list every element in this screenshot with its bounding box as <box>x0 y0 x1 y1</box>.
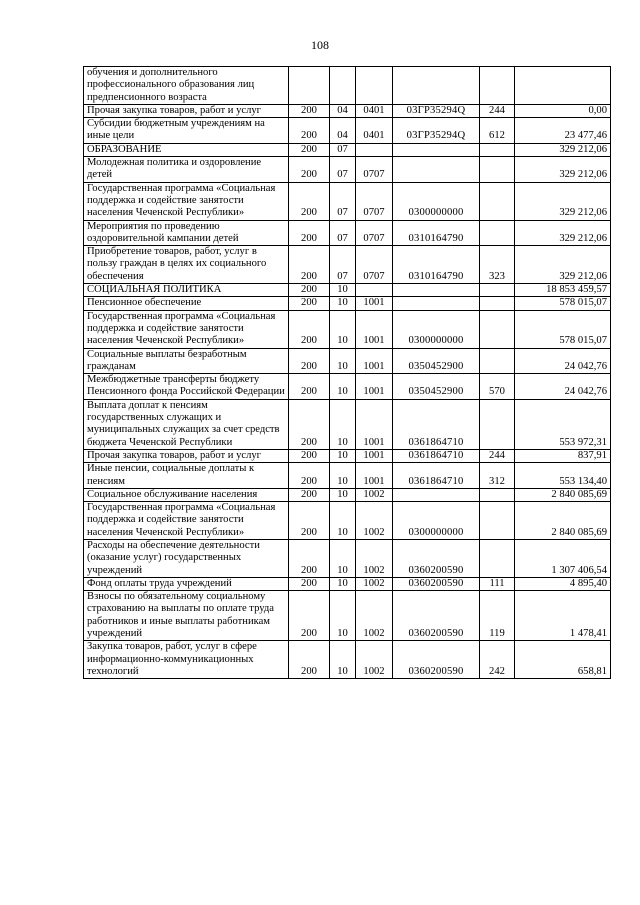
table-row <box>84 220 611 246</box>
cell-subsection <box>356 67 393 105</box>
cell-amount: 658,81 <box>515 641 611 679</box>
cell-expense-type <box>480 182 515 220</box>
cell-section: 10 <box>330 310 356 348</box>
table-row <box>84 502 611 540</box>
cell-target-article: 0300000000 <box>393 502 480 540</box>
cell-expense-type <box>480 502 515 540</box>
table-row <box>84 182 611 220</box>
cell-expense-type <box>480 399 515 449</box>
cell-expense-type <box>480 284 515 297</box>
cell-amount: 0,00 <box>515 104 611 117</box>
cell-amount: 23 477,46 <box>515 118 611 144</box>
cell-expense-type <box>480 348 515 374</box>
cell-section: 07 <box>330 143 356 156</box>
cell-subsection: 1001 <box>356 463 393 489</box>
cell-target-article: 0361864710 <box>393 463 480 489</box>
cell-expense-type <box>480 488 515 501</box>
cell-subsection <box>356 143 393 156</box>
cell-target-article: 03ГР35294Q <box>393 118 480 144</box>
cell-target-article: 0361864710 <box>393 449 480 462</box>
cell-name: Фонд оплаты труда учреждений <box>84 577 289 590</box>
cell-expense-type: 323 <box>480 246 515 284</box>
cell-subsection: 1002 <box>356 488 393 501</box>
table-row <box>84 246 611 284</box>
table-row <box>84 577 611 590</box>
cell-amount <box>515 67 611 105</box>
table-row <box>84 118 611 144</box>
cell-section: 10 <box>330 502 356 540</box>
cell-grbs: 200 <box>289 591 330 641</box>
cell-amount: 329 212,06 <box>515 143 611 156</box>
cell-target-article: 0310164790 <box>393 246 480 284</box>
cell-expense-type <box>480 220 515 246</box>
cell-amount: 329 212,06 <box>515 246 611 284</box>
cell-grbs: 200 <box>289 399 330 449</box>
cell-grbs: 200 <box>289 220 330 246</box>
cell-section: 10 <box>330 297 356 310</box>
cell-expense-type: 244 <box>480 449 515 462</box>
cell-subsection: 0707 <box>356 220 393 246</box>
cell-name: Приобретение товаров, работ, услуг в пользу граждан в целях их социального обеспечения <box>84 246 289 284</box>
cell-expense-type: 312 <box>480 463 515 489</box>
cell-expense-type: 612 <box>480 118 515 144</box>
cell-expense-type: 242 <box>480 641 515 679</box>
cell-subsection: 1002 <box>356 539 393 577</box>
cell-section: 10 <box>330 591 356 641</box>
cell-amount: 553 972,31 <box>515 399 611 449</box>
cell-section: 10 <box>330 488 356 501</box>
cell-target-article <box>393 488 480 501</box>
table-row <box>84 488 611 501</box>
cell-target-article <box>393 284 480 297</box>
cell-subsection: 1002 <box>356 577 393 590</box>
cell-target-article <box>393 143 480 156</box>
cell-name: Выплата доплат к пенсиям государственных служащих и муниципальных служащих за счет средств бюджета Чеченской Республики <box>84 399 289 449</box>
cell-subsection: 1002 <box>356 591 393 641</box>
cell-grbs: 200 <box>289 374 330 400</box>
cell-amount: 837,91 <box>515 449 611 462</box>
cell-amount: 329 212,06 <box>515 220 611 246</box>
cell-section: 10 <box>330 577 356 590</box>
table-row <box>84 310 611 348</box>
cell-name: Межбюджетные трансферты бюджету Пенсионного фонда Российской Федерации <box>84 374 289 400</box>
cell-amount: 329 212,06 <box>515 157 611 183</box>
table-row <box>84 449 611 462</box>
cell-amount: 329 212,06 <box>515 182 611 220</box>
cell-grbs: 200 <box>289 143 330 156</box>
table-row <box>84 143 611 156</box>
cell-amount: 4 895,40 <box>515 577 611 590</box>
cell-grbs: 200 <box>289 284 330 297</box>
cell-subsection: 0401 <box>356 104 393 117</box>
cell-target-article: 0360200590 <box>393 539 480 577</box>
cell-amount: 578 015,07 <box>515 310 611 348</box>
cell-amount: 18 853 459,57 <box>515 284 611 297</box>
cell-subsection: 1001 <box>356 310 393 348</box>
cell-subsection: 0401 <box>356 118 393 144</box>
cell-section: 07 <box>330 246 356 284</box>
cell-name: Прочая закупка товаров, работ и услуг <box>84 449 289 462</box>
cell-amount: 578 015,07 <box>515 297 611 310</box>
cell-grbs: 200 <box>289 463 330 489</box>
table-row <box>84 399 611 449</box>
cell-grbs: 200 <box>289 118 330 144</box>
cell-name: Социальные выплаты безработным гражданам <box>84 348 289 374</box>
cell-subsection: 0707 <box>356 246 393 284</box>
cell-section: 07 <box>330 157 356 183</box>
cell-expense-type <box>480 297 515 310</box>
cell-name: обучения и дополнительного профессионального образования лиц предпенсионного возраста <box>84 67 289 105</box>
cell-subsection: 1001 <box>356 399 393 449</box>
cell-grbs: 200 <box>289 449 330 462</box>
cell-expense-type <box>480 539 515 577</box>
cell-section: 10 <box>330 463 356 489</box>
cell-name: Расходы на обеспечение деятельности (оказание услуг) государственных учреждений <box>84 539 289 577</box>
cell-subsection: 0707 <box>356 157 393 183</box>
cell-target-article: 0300000000 <box>393 310 480 348</box>
cell-amount: 2 840 085,69 <box>515 502 611 540</box>
table-row <box>84 374 611 400</box>
cell-grbs: 200 <box>289 502 330 540</box>
cell-amount: 24 042,76 <box>515 374 611 400</box>
cell-name: ОБРАЗОВАНИЕ <box>84 143 289 156</box>
cell-name: Молодежная политика и оздоровление детей <box>84 157 289 183</box>
cell-subsection <box>356 284 393 297</box>
cell-section: 10 <box>330 284 356 297</box>
cell-name: Пенсионное обеспечение <box>84 297 289 310</box>
cell-target-article: 0360200590 <box>393 641 480 679</box>
cell-section <box>330 67 356 105</box>
table-row <box>84 297 611 310</box>
cell-name: Закупка товаров, работ, услуг в сфере информационно-коммуникационных технологий <box>84 641 289 679</box>
cell-expense-type <box>480 157 515 183</box>
cell-subsection: 1001 <box>356 374 393 400</box>
cell-subsection: 1001 <box>356 297 393 310</box>
cell-target-article: 0360200590 <box>393 591 480 641</box>
cell-name: Прочая закупка товаров, работ и услуг <box>84 104 289 117</box>
cell-target-article <box>393 297 480 310</box>
table-row <box>84 348 611 374</box>
table-row <box>84 104 611 117</box>
cell-section: 10 <box>330 399 356 449</box>
cell-expense-type: 119 <box>480 591 515 641</box>
cell-amount: 1 307 406,54 <box>515 539 611 577</box>
cell-grbs: 200 <box>289 310 330 348</box>
cell-amount: 553 134,40 <box>515 463 611 489</box>
cell-section: 04 <box>330 104 356 117</box>
cell-name: Иные пенсии, социальные доплаты к пенсиям <box>84 463 289 489</box>
cell-subsection: 1002 <box>356 641 393 679</box>
table-row <box>84 67 611 105</box>
cell-target-article: 0361864710 <box>393 399 480 449</box>
cell-target-article: 0350452900 <box>393 348 480 374</box>
table-row <box>84 463 611 489</box>
cell-target-article <box>393 157 480 183</box>
cell-grbs: 200 <box>289 348 330 374</box>
cell-target-article <box>393 67 480 105</box>
cell-grbs: 200 <box>289 157 330 183</box>
cell-name: Субсидии бюджетным учреждениям на иные цели <box>84 118 289 144</box>
cell-expense-type <box>480 310 515 348</box>
cell-name: СОЦИАЛЬНАЯ ПОЛИТИКА <box>84 284 289 297</box>
cell-section: 07 <box>330 182 356 220</box>
cell-section: 10 <box>330 449 356 462</box>
cell-target-article: 03ГР35294Q <box>393 104 480 117</box>
table-row <box>84 157 611 183</box>
cell-expense-type <box>480 143 515 156</box>
cell-amount: 1 478,41 <box>515 591 611 641</box>
cell-section: 10 <box>330 641 356 679</box>
table-body <box>84 67 611 679</box>
cell-subsection: 1001 <box>356 348 393 374</box>
cell-target-article: 0360200590 <box>393 577 480 590</box>
cell-grbs: 200 <box>289 539 330 577</box>
cell-expense-type: 244 <box>480 104 515 117</box>
budget-table <box>83 66 611 679</box>
cell-subsection: 1001 <box>356 449 393 462</box>
table-row <box>84 539 611 577</box>
cell-section: 10 <box>330 348 356 374</box>
cell-section: 04 <box>330 118 356 144</box>
cell-expense-type <box>480 67 515 105</box>
cell-expense-type: 111 <box>480 577 515 590</box>
table-row <box>84 284 611 297</box>
cell-grbs: 200 <box>289 488 330 501</box>
cell-grbs: 200 <box>289 641 330 679</box>
cell-name: Социальное обслуживание населения <box>84 488 289 501</box>
cell-grbs <box>289 67 330 105</box>
cell-subsection: 1002 <box>356 502 393 540</box>
cell-grbs: 200 <box>289 246 330 284</box>
cell-amount: 2 840 085,69 <box>515 488 611 501</box>
cell-grbs: 200 <box>289 577 330 590</box>
cell-name: Государственная программа «Социальная поддержка и содействие занятости населения Чеченской Республики» <box>84 182 289 220</box>
cell-grbs: 200 <box>289 182 330 220</box>
cell-target-article: 0300000000 <box>393 182 480 220</box>
cell-section: 10 <box>330 539 356 577</box>
cell-target-article: 0310164790 <box>393 220 480 246</box>
cell-section: 10 <box>330 374 356 400</box>
cell-amount: 24 042,76 <box>515 348 611 374</box>
cell-expense-type: 570 <box>480 374 515 400</box>
cell-subsection: 0707 <box>356 182 393 220</box>
table-row <box>84 641 611 679</box>
cell-section: 07 <box>330 220 356 246</box>
cell-name: Взносы по обязательному социальному страхованию на выплаты по оплате труда работников и иные выплаты работникам учреждений <box>84 591 289 641</box>
cell-target-article: 0350452900 <box>393 374 480 400</box>
cell-grbs: 200 <box>289 297 330 310</box>
cell-grbs: 200 <box>289 104 330 117</box>
cell-name: Государственная программа «Социальная поддержка и содействие занятости населения Чеченской Республики» <box>84 310 289 348</box>
cell-name: Мероприятия по проведению оздоровительной кампании детей <box>84 220 289 246</box>
cell-name: Государственная программа «Социальная поддержка и содействие занятости населения Чеченской Республики» <box>84 502 289 540</box>
page-number: 108 <box>311 38 329 52</box>
table-row <box>84 591 611 641</box>
